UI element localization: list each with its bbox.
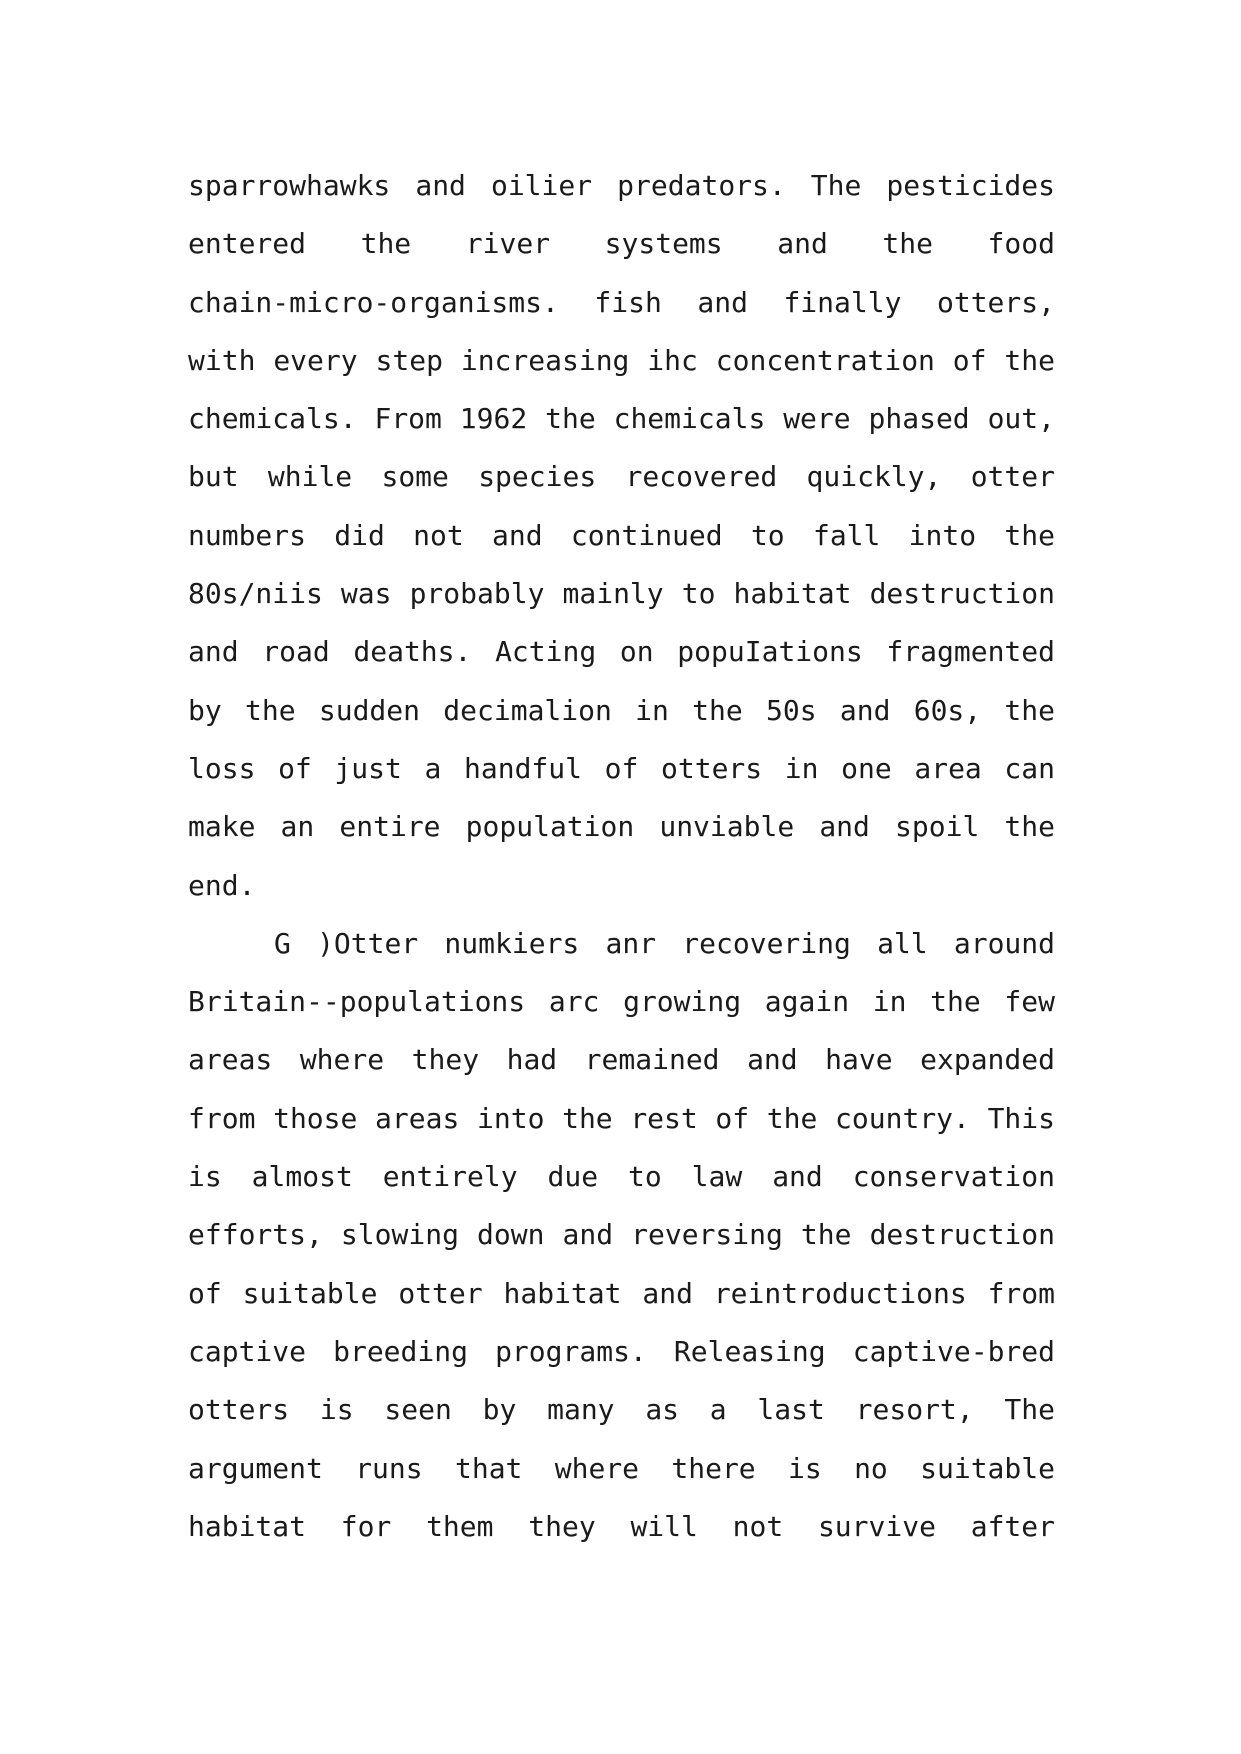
text-line: numbers did not and continued to fall into the [188, 518, 1055, 552]
text-line: otters is seen by many as a last resort, The [188, 1393, 1055, 1427]
text-line: sparrowhawks and oilier predators. The pesticides [188, 169, 1055, 202]
text-line: from those areas into the rest of the country. This [188, 1101, 1055, 1135]
text-line: G )Otter numkiers anr recovering all around [274, 926, 1055, 960]
text-line: but while some species recovered quickly, otter [188, 460, 1055, 494]
text-line: efforts, slowing down and reversing the destruction [188, 1218, 1055, 1252]
text-line: by the sudden decimalion in the 50s and 60s, the [188, 693, 1055, 727]
text-line: make an entire population unviable and spoil the [188, 810, 1055, 844]
text-line: chain-micro-organisms. fish and finally otters, [188, 285, 1055, 319]
text-line: end. [188, 868, 256, 902]
paragraph [188, 157, 1055, 915]
text-line: Britain--populations arc growing again in the few [188, 985, 1055, 1019]
text-line: with every step increasing ihc concentration of the [188, 343, 1055, 377]
text-line: habitat for them they will not survive after [188, 1509, 1055, 1543]
body-text [188, 157, 1055, 1556]
text-line: entered the river systems and the food [188, 227, 1055, 261]
text-line: captive breeding programs. Releasing captive-bred [188, 1334, 1055, 1368]
text-line: is almost entirely due to law and conservation [188, 1160, 1055, 1194]
text-line: argument runs that where there is no suitable [188, 1451, 1055, 1485]
text-line: 80s/niis was probably mainly to habitat destruction [188, 577, 1055, 611]
text-line: loss of just a handful of otters in one area can [188, 751, 1055, 785]
text-line: areas where they had remained and have expanded [188, 1043, 1055, 1077]
paragraph [188, 915, 1055, 1556]
text-line: chemicals. From 1962 the chemicals were phased out, [188, 402, 1055, 436]
text-line: and road deaths. Acting on popuIations fragmented [188, 635, 1055, 669]
text-line: of suitable otter habitat and reintroductions from [188, 1276, 1055, 1310]
